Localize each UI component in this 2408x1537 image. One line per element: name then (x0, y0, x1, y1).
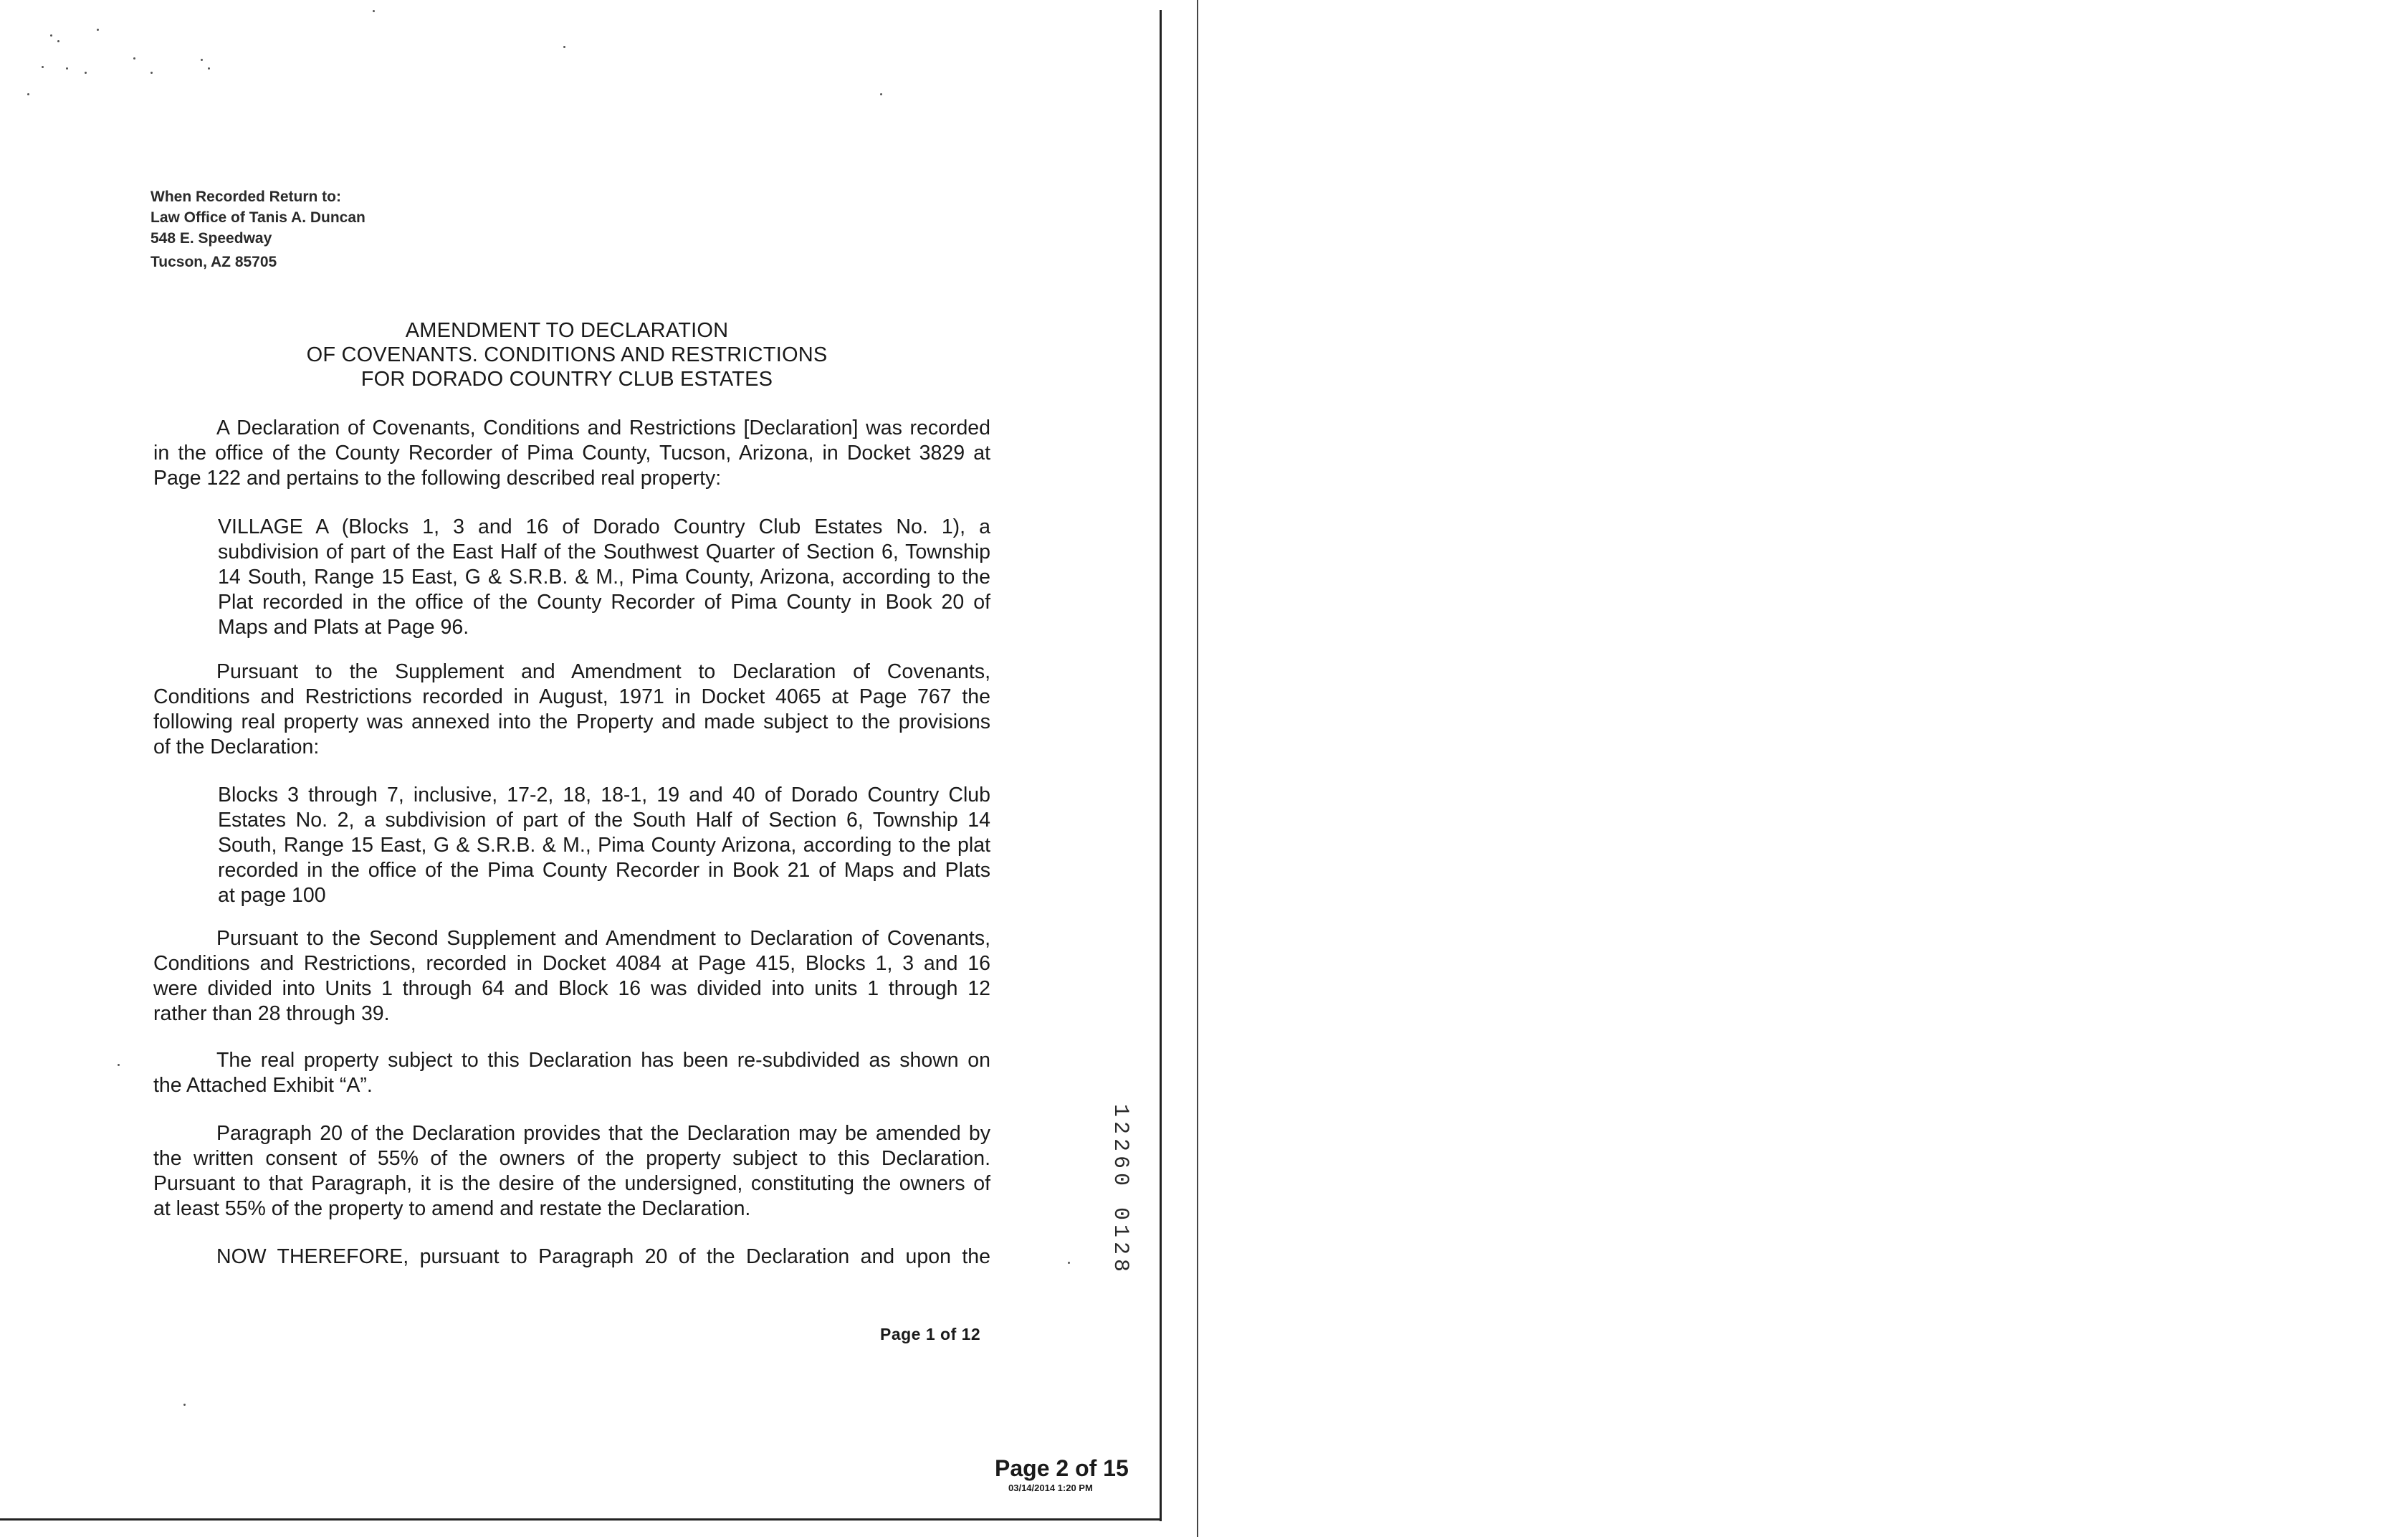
text-line: A Declaration of Covenants, Conditions and Restrictions [Declaration] was recorded (216, 417, 990, 439)
text-line: Maps and Plats at Page 96. (218, 616, 469, 639)
return-address-line: Law Office of Tanis A. Duncan (150, 209, 366, 226)
scan-speck (880, 93, 882, 95)
title-line: AMENDMENT TO DECLARATION (405, 319, 729, 342)
text-line: Pursuant to the Supplement and Amendment to Declaration of Covenants, (216, 660, 990, 683)
footer-page-count: Page 2 of 15 (995, 1455, 1129, 1481)
text-line: Conditions and Restrictions, recorded in Docket 4084 at Page 415, Blocks 1, 3 and 16 (153, 952, 990, 975)
scan-speck (373, 10, 375, 12)
scanned-page (0, 0, 1190, 1537)
docket-stamp (1104, 1104, 1134, 1290)
text-line: Pursuant to that Paragraph, it is the desire of the undersigned, constituting the owners of (153, 1172, 990, 1195)
text-line: South, Range 15 East, G & S.R.B. & M., Pima County Arizona, according to the plat (218, 834, 990, 857)
text-line: Paragraph 20 of the Declaration provides that the Declaration may be amended by (216, 1122, 990, 1145)
docket-stamp-text: 12260 0128 (1108, 1104, 1132, 1277)
title-line: OF COVENANTS. CONDITIONS AND RESTRICTIONS (306, 343, 828, 366)
return-address-line: 548 E. Speedway (150, 230, 272, 247)
text-line: at page 100 (218, 884, 326, 907)
paragraph-second-supplement (153, 926, 990, 1027)
scan-speck (85, 72, 87, 74)
document-title (155, 318, 979, 391)
scan-speck (208, 67, 210, 70)
paragraph-now-therefore (153, 1245, 990, 1270)
paragraph-blocks (218, 783, 990, 908)
scan-speck (563, 46, 565, 48)
scan-speck (1068, 1262, 1070, 1264)
page-bottom-border (0, 1518, 1161, 1521)
scan-speck (50, 34, 52, 37)
text-line: The real property subject to this Declaration has been re-subdivided as shown on (216, 1049, 990, 1072)
scan-speck (57, 40, 59, 42)
text-line: recorded in the office of the Pima County Recorder in Book 21 of Maps and Plats (218, 859, 990, 882)
paragraph-amendment-consent (153, 1121, 990, 1222)
page-right-border (1160, 10, 1162, 1521)
text-line: were divided into Units 1 through 64 and Block 16 was divided into units 1 through 12 (153, 977, 990, 1000)
scan-speck (66, 67, 68, 70)
text-line: Page 122 and pertains to the following described real property: (153, 467, 722, 490)
text-line: NOW THEREFORE, pursuant to Paragraph 20 of the Declaration and upon the (216, 1245, 990, 1268)
paragraph-declaration (153, 416, 990, 491)
text-line: Pursuant to the Second Supplement and Amendment to Declaration of Covenants, (216, 927, 990, 950)
return-address-line: Tucson, AZ 85705 (150, 254, 277, 270)
text-line: Blocks 3 through 7, inclusive, 17-2, 18, 18-1, 19 and 40 of Dorado Country Club (218, 784, 990, 806)
scan-speck (27, 93, 29, 95)
page-number: Page 1 of 12 (880, 1325, 981, 1343)
footer-timestamp: 03/14/2014 1:20 PM (1008, 1483, 1093, 1493)
text-line: following real property was annexed into the Property and made subject to the provisions (153, 710, 990, 733)
scan-speck (133, 57, 135, 60)
scan-speck (150, 72, 153, 74)
scan-speck (42, 66, 44, 68)
text-line: subdivision of part of the East Half of the Southwest Quarter of Section 6, Township (218, 541, 990, 563)
text-line: of the Declaration: (153, 736, 320, 758)
paragraph-supplement (153, 660, 990, 760)
title-line: FOR DORADO COUNTRY CLUB ESTATES (360, 368, 773, 391)
paragraph-resubdivided (153, 1048, 990, 1098)
viewer-divider (1197, 0, 1198, 1537)
text-line: 14 South, Range 15 East, G & S.R.B. & M., Pima County, Arizona, according to the (218, 566, 990, 589)
text-line: the written consent of 55% of the owners of the property subject to this Declaration. (153, 1147, 990, 1170)
scan-speck (201, 59, 203, 61)
text-line: Estates No. 2, a subdivision of part of the South Half of Section 6, Township 14 (218, 809, 990, 832)
scan-speck (183, 1404, 186, 1406)
text-line: at least 55% of the property to amend and restate the Declaration. (153, 1197, 751, 1220)
scan-speck (118, 1064, 120, 1066)
text-line: in the office of the County Recorder of Pima County, Tucson, Arizona, in Docket 3829 at (153, 442, 990, 465)
text-line: Conditions and Restrictions recorded in August, 1971 in Docket 4065 at Page 767 the (153, 685, 990, 708)
text-line: the Attached Exhibit “A”. (153, 1074, 373, 1097)
return-address (150, 186, 366, 272)
return-address-line: When Recorded Return to: (150, 189, 341, 205)
text-line: VILLAGE A (Blocks 1, 3 and 16 of Dorado Country Club Estates No. 1), a (218, 515, 990, 538)
paragraph-village-a (218, 515, 990, 640)
text-line: rather than 28 through 39. (153, 1002, 390, 1025)
scan-speck (97, 29, 99, 31)
text-line: Plat recorded in the office of the County Recorder of Pima County in Book 20 of (218, 591, 990, 614)
